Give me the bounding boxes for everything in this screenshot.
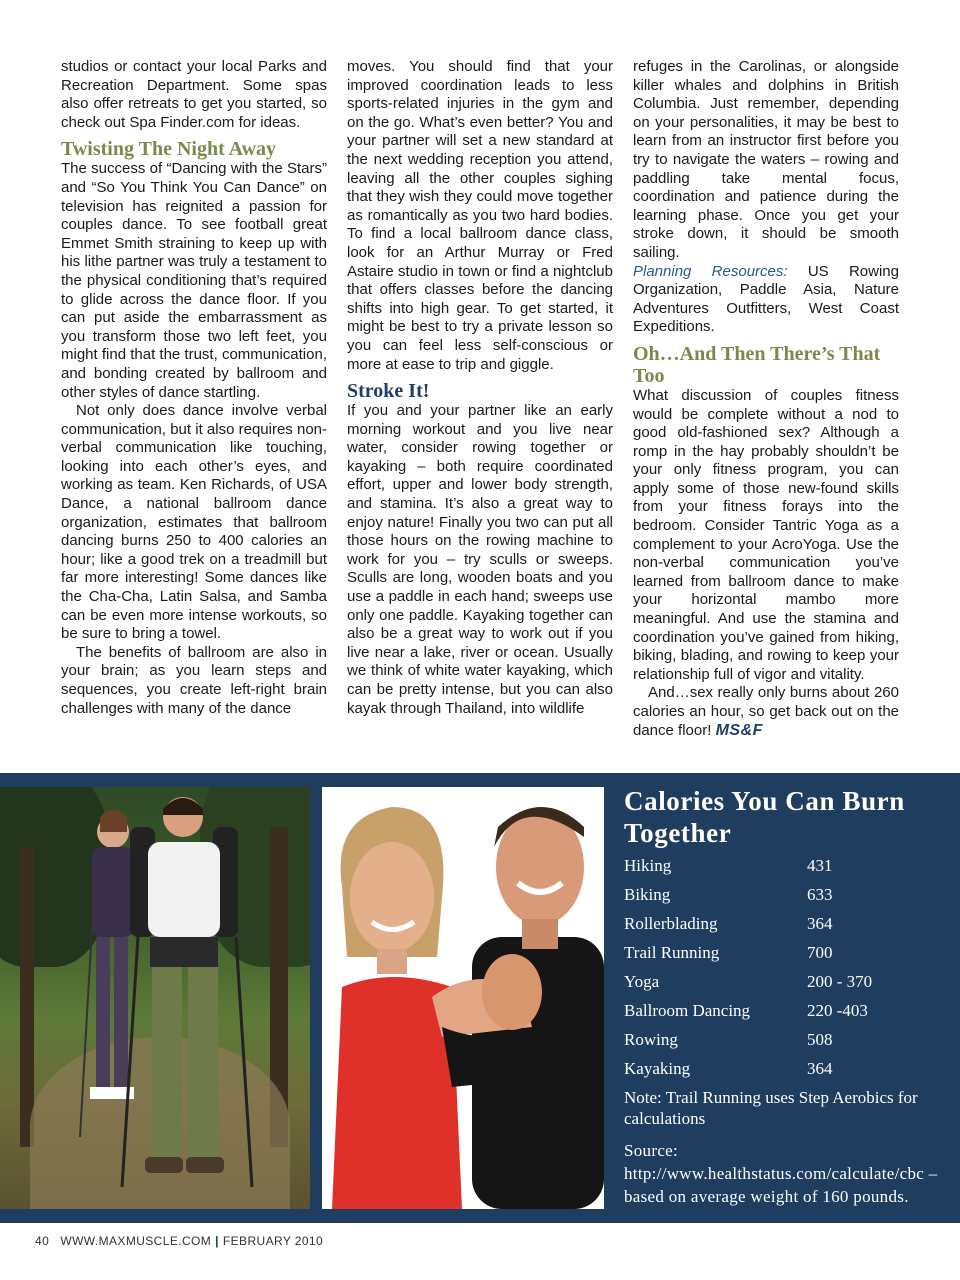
footer-separator: |	[215, 1234, 219, 1248]
activity-name: Ballroom Dancing	[624, 1001, 751, 1020]
msf-signoff-logo: MS&F	[715, 721, 763, 739]
section-heading-oh: Oh…And Then There’s That Too	[633, 342, 881, 387]
calories-row	[624, 885, 944, 907]
footer-date: FEBRUARY 2010	[222, 1234, 324, 1248]
paragraph	[633, 684, 899, 740]
paragraph: Not only does dance involve verbal communication, but it also requires non-verbal communication like touching, looking into each other’s eyes, and working as team. Ken Richards, of USA Dance, a national ballroom dance organization, estimates that ballroom dancing burns 250 to 400 calories an hour; like a good trek on a treadmill but far more interesting! Some dances like the Cha-Cha, Latin Salsa, and Samba can be even more intense workouts, so be sure to bring a towel.	[61, 402, 327, 643]
activity-name: Kayaking	[624, 1059, 691, 1078]
hikers-photo	[0, 787, 310, 1209]
paragraph: If you and your partner like an early morning workout and you live near water, consider rowing together or kayaking – both require coordinated effort, upper and lower body strength, and stamina. It’s also a great way to enjoy nature! Finally you two can put all those hours on the rowing machine to work for you – try sculls or sweeps. Sculls are long, wooden boats and you use a paddle in each hand; sweeps use only one paddle. Kayaking together can also be a great way to work out if you live near a lake, river or ocean. Usually we think of white water kayaking, which can be pretty intense, but you can also kayak through Thailand, into wildlife	[347, 402, 613, 717]
calories-row	[624, 943, 944, 965]
closing-text: And…sex really only burns about 260 calories an hour, so get back out on the dance floor!	[633, 684, 899, 739]
activity-calories: 364	[807, 914, 833, 933]
activity-calories: 633	[807, 885, 833, 904]
calories-row	[624, 1030, 944, 1052]
activity-name: Rowing	[624, 1030, 678, 1049]
calories-row	[624, 914, 944, 936]
activity-name: Rollerblading	[624, 914, 718, 933]
planning-resources	[633, 263, 899, 337]
calories-row	[624, 856, 944, 878]
calories-row	[624, 1001, 944, 1023]
activity-name: Biking	[624, 885, 671, 904]
activity-calories: 364	[807, 1059, 833, 1078]
paragraph: moves. You should find that your improved coordination leads to less sports-related injuries in the gym and on the go. What’s even better? You and your partner will set a new standard at the next wedding reception you attend, leaving all the other couples sighing that they wish they could move together as romantically as you two hard bodies. To find a local ballroom dance class, look for an Arthur Murray or Fred Astaire studio in town or find a nightclub that offers classes before the dancing shifts into high gear. To get started, it might be best to try a private lesson so you can feel less self-conscious or more at ease to trip and giggle.	[347, 58, 613, 373]
paragraph: The benefits of ballroom are also in your brain; as you learn steps and sequences, you create left-right brain challenges with many of the dance	[61, 643, 327, 717]
activity-calories: 431	[807, 856, 833, 875]
paragraph: studios or contact your local Parks and Recreation Department. Some spas also offer retreats to get you started, so check out Spa Finder.com for ideas.	[61, 58, 327, 131]
calories-title: Calories You Can Burn Together	[624, 786, 905, 848]
calories-note: Note: Trail Running uses Step Aerobics for calculations	[624, 1088, 918, 1128]
section-heading-stroke: Stroke It!	[347, 380, 430, 403]
section-heading-twisting: Twisting The Night Away	[61, 138, 277, 161]
activity-calories: 508	[807, 1030, 833, 1049]
activity-name: Yoga	[624, 972, 660, 991]
calories-sidebar	[604, 773, 960, 1223]
page-number: 40	[35, 1234, 50, 1248]
hikers-figures	[0, 787, 310, 1209]
paragraph: The success of “Dancing with the Stars” and “So You Think You Can Dance” on television has reignited a passion for couples dance. To see football great Emmet Smith straining to keep up with his lithe partner was truly a testament to the physical conditioning that’s required to glide across the dance floor. If you can put aside the embarrassment as you transform those two left feet, you might find that the trust, communication, and bonding created by ballroom and other styles of dance startling.	[61, 160, 327, 401]
activity-calories: 220 -403	[807, 1001, 868, 1020]
planning-resources-text: US Rowing Organization, Paddle Asia, Nature Adventures Outfitters, West Coast Expeditions.	[633, 262, 899, 336]
article-column-3	[633, 58, 899, 740]
paragraph: refuges in the Carolinas, or alongside killer whales and dolphins in British Columbia. Just remember, depending on your personalities, it may be best to learn from an instructor first before you try to navigate the waters – rowing and paddling take mental focus, coordination and patience during the learning phase. Once you get your stroke down, it should be smooth sailing.	[633, 58, 899, 261]
planning-resources-label: Planning Resources:	[633, 262, 788, 280]
paragraph: What discussion of couples fitness would be complete without a nod to good old-fashioned sex? Although a romp in the hay probably shouldn’t be your only fitness program, you can apply some of those new-found skills from your fitness forays into the bedroom. Consider Tantric Yoga as a complement to your AcroYoga. Use the non-verbal communication you’ve learned from ballroom dance to make your horizontal mambo more meaningful. And use the stamina and coordination you’ve gained from hiking, biking, blading, and rowing to keep your relationship full of vigor and vitality.	[633, 386, 899, 683]
dancers-photo	[322, 787, 604, 1209]
dancers-figures	[322, 787, 604, 1209]
activity-name: Hiking	[624, 856, 672, 875]
activity-calories: 700	[807, 943, 833, 962]
activity-name: Trail Running	[624, 943, 720, 962]
calories-row	[624, 972, 944, 994]
calories-source: Source: http://www.healthstatus.com/calculate/cbc – based on average weight of 160 pounds.	[624, 1141, 938, 1206]
calories-row	[624, 1059, 944, 1081]
article-column-1	[61, 58, 327, 718]
article-column-2	[347, 58, 613, 718]
page-footer	[35, 1234, 323, 1248]
footer-site: WWW.MAXMUSCLE.COM	[60, 1234, 212, 1248]
activity-calories: 200 - 370	[807, 972, 873, 991]
